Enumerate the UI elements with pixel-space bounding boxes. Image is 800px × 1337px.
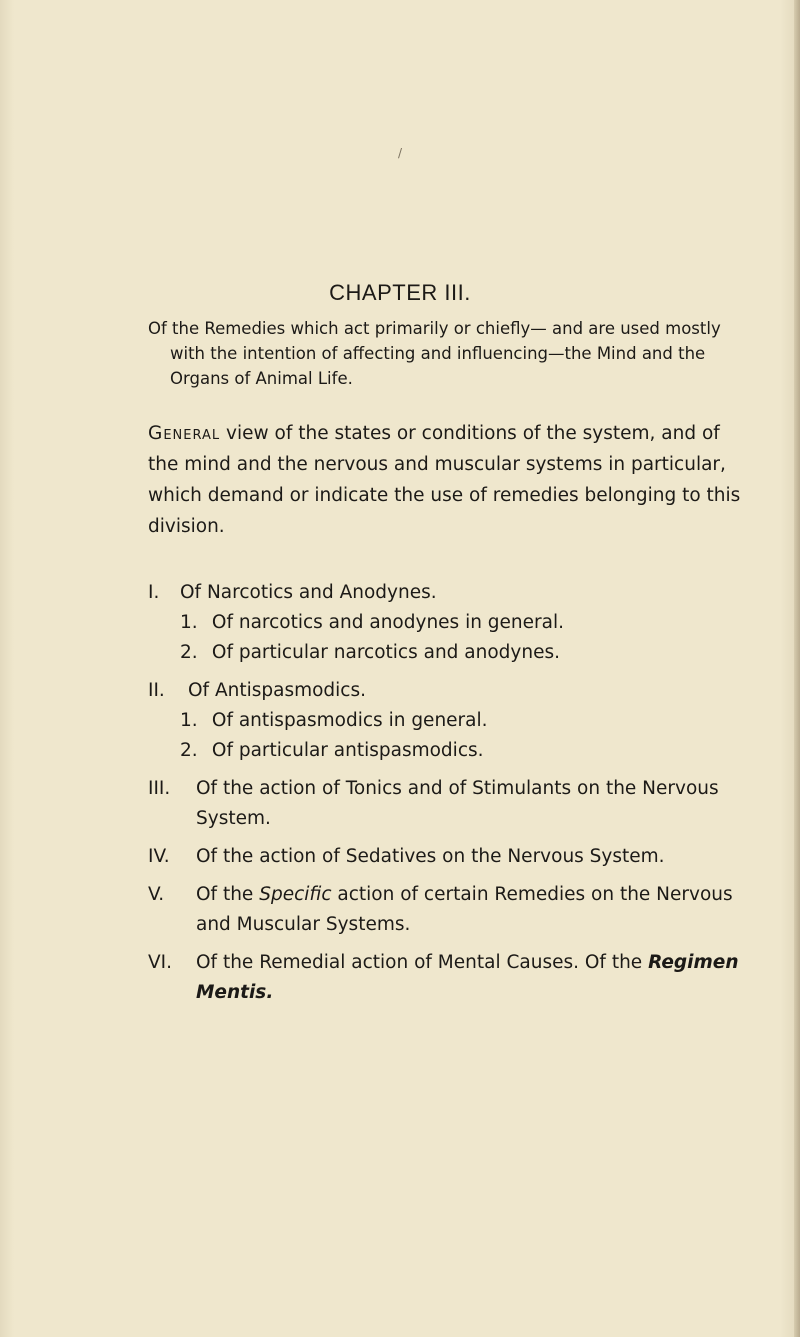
- chapter-subtitle: [148, 316, 778, 391]
- intro-lead-word: General: [148, 423, 221, 444]
- section-numeral: III.: [148, 778, 171, 799]
- section-title-italic: Regimen: [648, 952, 739, 973]
- subtitle-line-1: Of the Remedies which act primarily or chiefly— and are used mostly: [148, 319, 721, 338]
- section-title-line-2: and Muscular Systems.: [196, 914, 411, 935]
- subsection-text: Of particular antispasmodics.: [211, 740, 484, 761]
- section-2: [148, 676, 788, 766]
- section-title-line-2: System.: [196, 808, 271, 829]
- section-title-italic: Specific: [259, 884, 332, 905]
- section-6: [148, 948, 788, 1008]
- intro-paragraph: [148, 418, 788, 542]
- section-title: Of Narcotics and Anodynes.: [180, 582, 437, 603]
- section-4: [148, 842, 788, 872]
- section-numeral: VI.: [148, 952, 172, 973]
- section-numeral: V.: [148, 884, 165, 905]
- intro-line-1: view of the states or conditions of the system, and of: [220, 423, 720, 444]
- section-title-line-1: Of the action of Tonics and of Stimulants on the Nervous: [196, 778, 719, 799]
- stray-mark: /: [398, 146, 403, 160]
- subsection-number: 2.: [180, 642, 198, 663]
- chapter-title: CHAPTER III.: [329, 280, 471, 305]
- intro-line-3: which demand or indicate the use of remedies belonging to this: [148, 485, 741, 506]
- page-edge: [794, 0, 800, 1337]
- section-3: [148, 774, 788, 834]
- subsection-text: Of particular narcotics and anodynes.: [211, 642, 561, 663]
- section-title-post: action of certain Remedies on the Nervous: [331, 884, 733, 905]
- section-1: [148, 578, 788, 668]
- subsection-number: 2.: [180, 740, 198, 761]
- section-title-pre: Of the: [196, 884, 260, 905]
- section-5: [148, 880, 788, 940]
- subsection-text: Of antispasmodics in general.: [211, 710, 488, 731]
- section-title-line-2: Mentis.: [196, 982, 274, 1003]
- subsection-number: 1.: [180, 612, 198, 633]
- intro-line-2: the mind and the nervous and muscular systems in particular,: [148, 454, 726, 475]
- subtitle-line-2: with the intention of affecting and influencing—the Mind and the: [170, 344, 706, 363]
- subtitle-line-3: Organs of Animal Life.: [170, 369, 353, 388]
- section-numeral: II.: [148, 680, 165, 701]
- section-numeral: I.: [148, 582, 160, 603]
- section-title: Of Antispasmodics.: [188, 680, 366, 701]
- subsection-text: Of narcotics and anodynes in general.: [211, 612, 565, 633]
- section-title-line-1: Of the Remedial action of Mental Causes. Of the: [196, 952, 649, 973]
- section-title: Of the action of Sedatives on the Nervous System.: [196, 846, 665, 867]
- intro-line-4: division.: [148, 516, 225, 537]
- subsection-number: 1.: [180, 710, 198, 731]
- section-numeral: IV.: [148, 846, 170, 867]
